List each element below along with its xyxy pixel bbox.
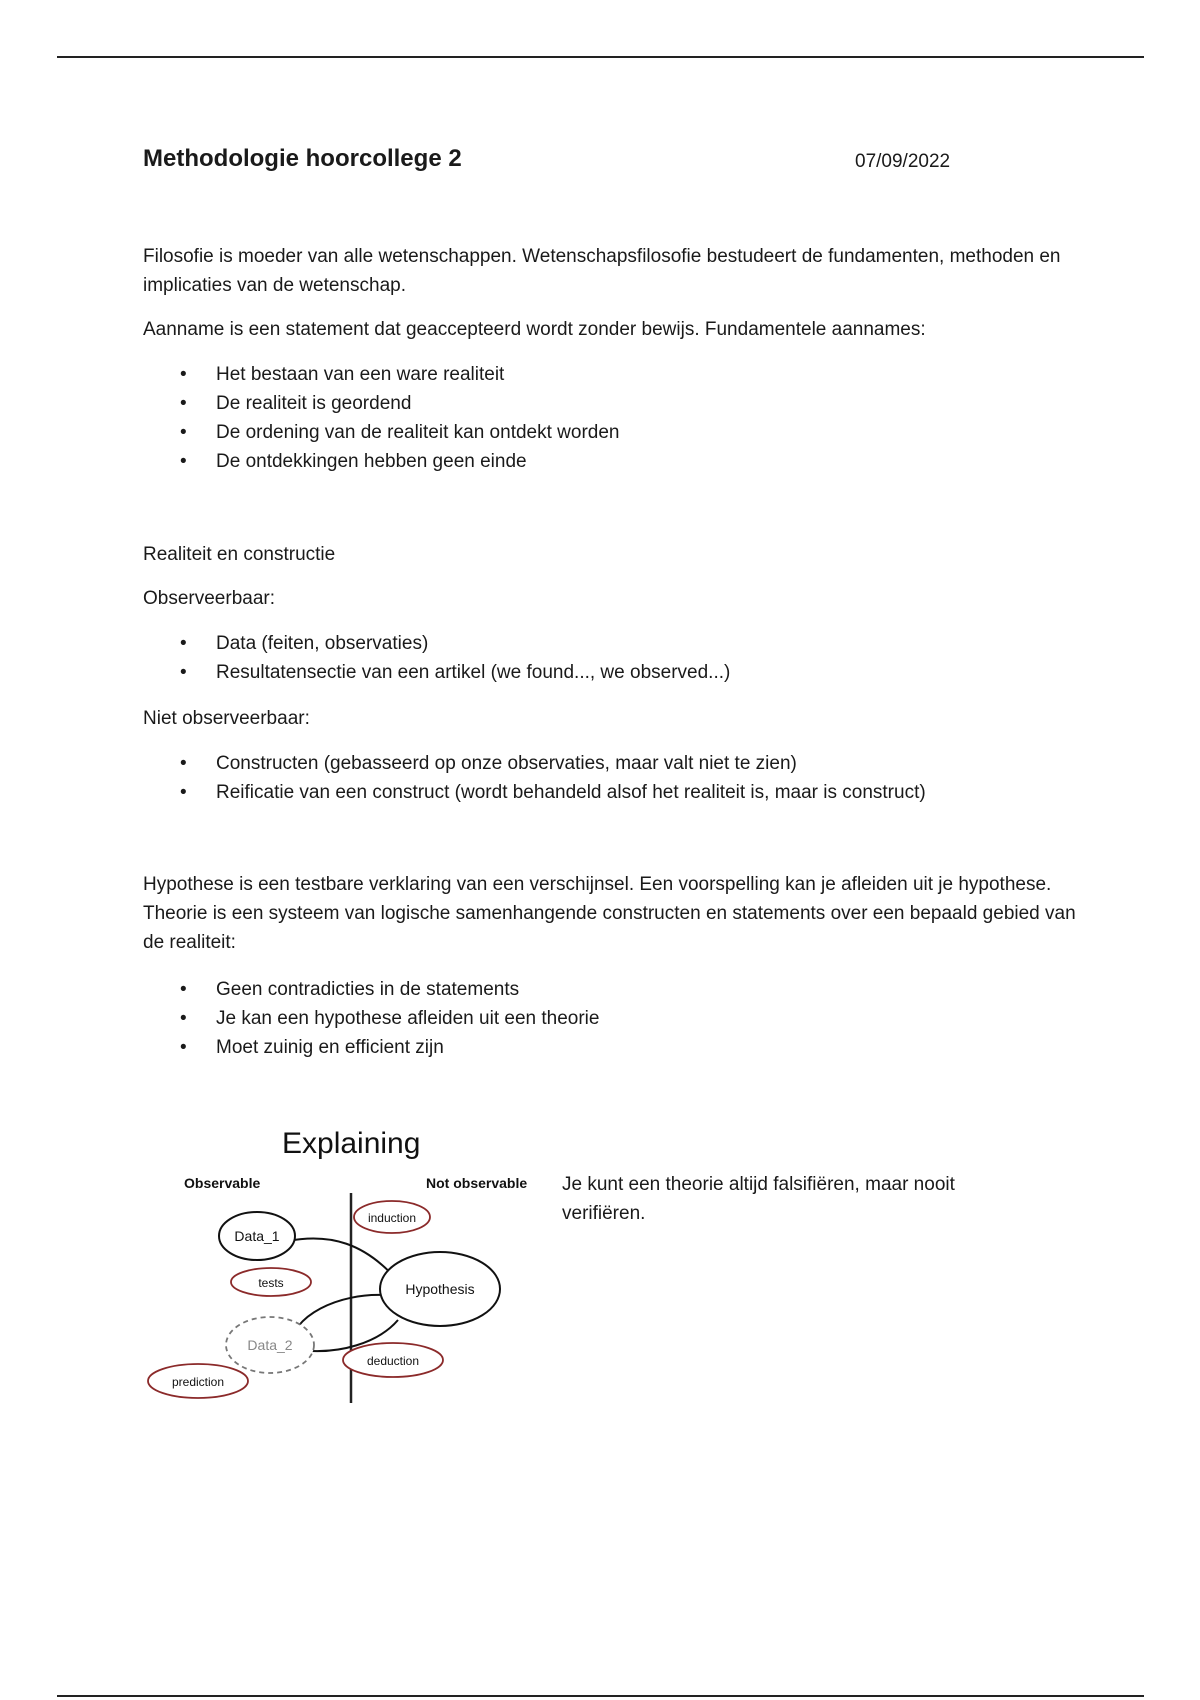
document-title: Methodologie hoorcollege 2: [143, 145, 462, 172]
prediction-label: prediction: [171, 1375, 225, 1389]
list-item: • De ontdekkingen hebben geen einde: [143, 447, 1083, 476]
not-observable-list: [143, 749, 1083, 807]
intro-paragraph-2: Aanname is een statement dat geaccepteerd wordt zonder bewijs. Fundamentele aannames:: [143, 319, 926, 340]
theory-requirements-list: [143, 975, 1083, 1062]
hypothesis-label: Hypothesis: [405, 1281, 475, 1297]
falsify-note: Je kunt een theorie altijd falsifiëren, maar nooit verifiëren.: [562, 1174, 955, 1224]
induction-label: induction: [367, 1211, 417, 1225]
list-item: • Reificatie van een construct (wordt behandeld alsof het realiteit is, maar is construct): [143, 778, 1083, 807]
deduction-label: deduction: [366, 1354, 420, 1368]
list-item: • Constructen (gebasseerd op onze observaties, maar valt niet te zien): [143, 749, 1083, 778]
list-item: • Resultatensectie van een artikel (we found..., we observed...): [143, 658, 1083, 687]
list-item: • Moet zuinig en efficient zijn: [143, 1033, 1083, 1062]
observable-heading: Observable: [184, 1175, 261, 1191]
not-observable-heading: Not observable: [426, 1175, 528, 1191]
observable-label: Observeerbaar:: [143, 588, 276, 609]
tests-label: tests: [258, 1276, 284, 1290]
bottom-rule: [57, 1695, 1144, 1697]
not-observable-label: Niet observeerbaar:: [143, 708, 310, 729]
top-rule: [57, 56, 1144, 58]
intro-paragraph-1: Filosofie is moeder van alle wetenschappen. Wetenschapsfilosofie bestudeert de fundamenten, methoden en implicaties van de wetenschap.: [143, 246, 1061, 296]
list-item: • Data (feiten, observaties): [143, 629, 1083, 658]
list-item: • Je kan een hypothese afleiden uit een theorie: [143, 1004, 1083, 1033]
observable-list: [143, 629, 1083, 687]
diagram-title: Explaining: [282, 1127, 421, 1160]
data1-label: Data_1: [234, 1228, 280, 1244]
data2-label: Data_2: [247, 1337, 293, 1353]
hypothesis-paragraph: Hypothese is een testbare verklaring van een verschijnsel. Een voorspelling kan je afleiden uit je hypothese. Theorie is een systeem van logische samenhangende constructen en statements over een bepaald gebied van de realiteit:: [143, 874, 1076, 953]
list-item: • Geen contradicties in de statements: [143, 975, 1083, 1004]
reality-heading: Realiteit en constructie: [143, 544, 336, 565]
list-item: • Het bestaan van een ware realiteit: [143, 360, 1083, 389]
list-item: • De ordening van de realiteit kan ontdekt worden: [143, 418, 1083, 447]
assumptions-list: [143, 360, 1083, 476]
list-item: • De realiteit is geordend: [143, 389, 1083, 418]
explaining-diagram: [140, 1115, 550, 1415]
document-date: 07/09/2022: [855, 151, 951, 172]
